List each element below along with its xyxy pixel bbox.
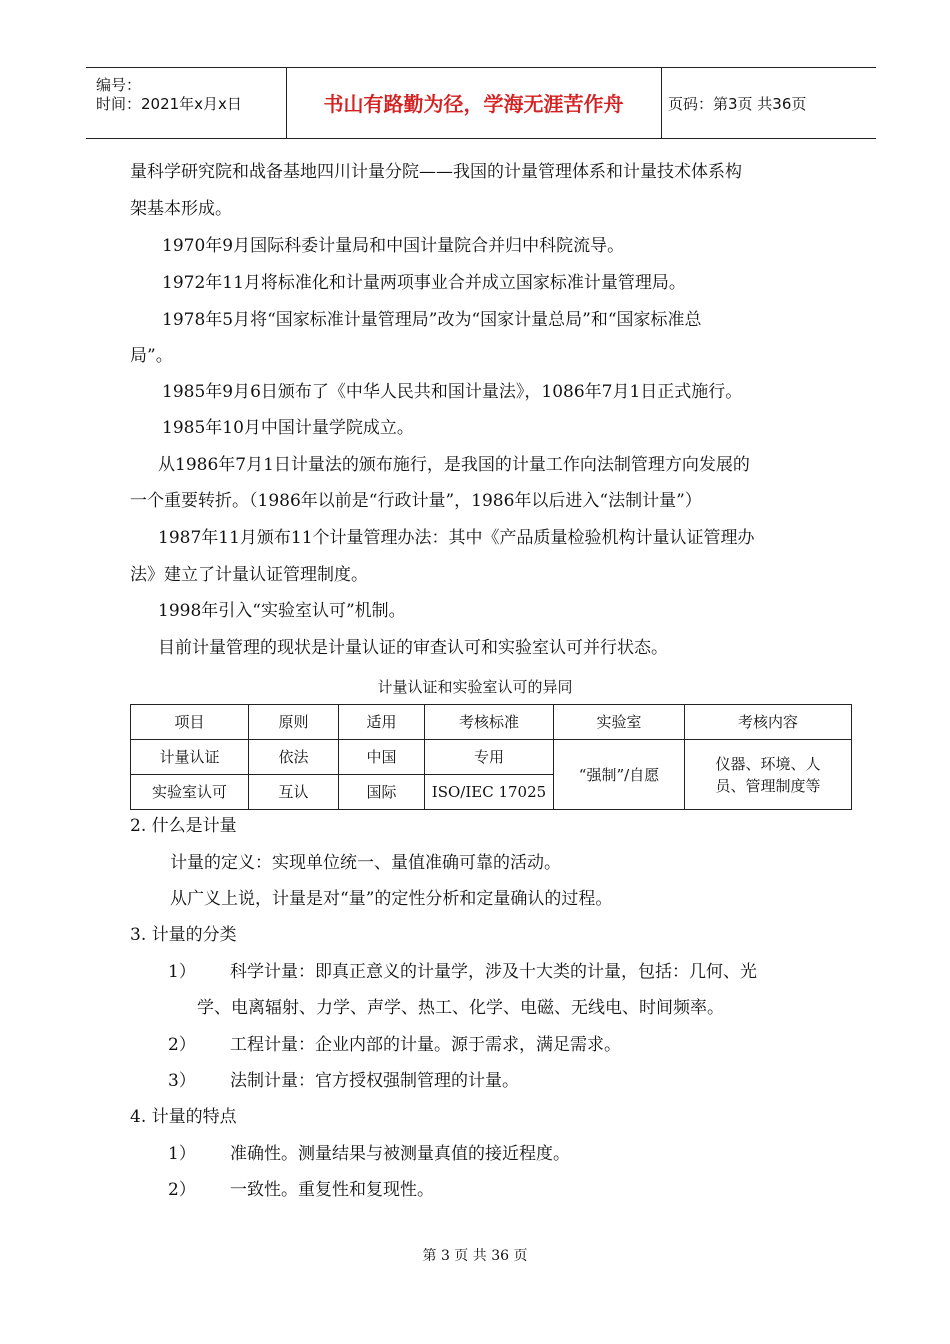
serial-label: 编号： xyxy=(96,76,142,94)
list-item-number: 1） xyxy=(168,962,196,982)
section-2-text: 计量的定义：实现单位统一、量值准确可靠的活动。 xyxy=(170,853,561,873)
list-item-number: 2） xyxy=(168,1180,196,1200)
list-item-text: 一致性。重复性和复现性。 xyxy=(230,1180,434,1200)
list-item-number: 1） xyxy=(168,1144,196,1164)
table-header-cell: 考核标准 xyxy=(425,705,554,740)
table-header-cell: 原则 xyxy=(249,705,339,740)
table-cell: 中国 xyxy=(339,740,425,775)
body-line: 法》建立了计量认证管理制度。 xyxy=(130,565,368,585)
body-line: 一个重要转折。（1986年以前是“行政计量”，1986年以后进入“法制计量”） xyxy=(130,491,702,511)
list-item-text: 学、电离辐射、力学、声学、热工、化学、电磁、无线电、时间频率。 xyxy=(197,998,724,1018)
body-line: 1970年9月国际科委计量局和中国计量院合并归中科院流导。 xyxy=(162,236,625,256)
section-2-heading: 2. 什么是计量 xyxy=(130,816,237,836)
body-line: 量科学研究院和战备基地四川计量分院——我国的计量管理体系和计量技术体系构 xyxy=(130,162,742,182)
table-cell: 互认 xyxy=(249,775,339,810)
body-line: 目前计量管理的现状是计量认证的审查认可和实验室认可并行状态。 xyxy=(158,638,668,658)
body-line: 架基本形成。 xyxy=(130,199,232,219)
section-2-text: 从广义上说，计量是对“量”的定性分析和定量确认的过程。 xyxy=(170,889,613,909)
table-row xyxy=(131,740,852,775)
header-meta-cell xyxy=(86,68,286,138)
content-line: 员、管理制度等 xyxy=(715,776,821,795)
body-line: 1998年引入“实验室认可”机制。 xyxy=(158,601,406,621)
list-item-text: 准确性。测量结果与被测量真值的接近程度。 xyxy=(230,1144,570,1164)
section-3-heading: 3. 计量的分类 xyxy=(130,925,237,945)
body-line: 1987年11月颁布11个计量管理办法：其中《产品质量检验机构计量认证管理办 xyxy=(158,528,755,548)
table-header-cell: 项目 xyxy=(131,705,249,740)
table-caption: 计量认证和实验室认可的异同 xyxy=(377,678,573,696)
list-item-number: 3） xyxy=(168,1071,196,1091)
list-item-text: 法制计量：官方授权强制管理的计量。 xyxy=(230,1071,519,1091)
table-header-row xyxy=(131,705,852,740)
body-line: 1985年10月中国计量学院成立。 xyxy=(162,418,414,438)
page-header xyxy=(86,67,876,139)
table-cell: 专用 xyxy=(425,740,554,775)
body-line: 1978年5月将“国家标准计量管理局”改为“国家计量总局”和“国家标准总 xyxy=(162,310,702,330)
header-page-info: 页码：第3页 共36页 xyxy=(668,95,807,113)
table-cell-content-merged xyxy=(685,740,852,810)
table-cell: 国际 xyxy=(339,775,425,810)
table-cell: ISO/IEC 17025 xyxy=(425,775,554,810)
page-footer: 第 3 页 共 36 页 xyxy=(422,1248,528,1264)
body-line: 从1986年7月1日计量法的颁布施行，是我国的计量工作向法制管理方向发展的 xyxy=(158,455,750,475)
list-item-number: 2） xyxy=(168,1035,196,1055)
table-cell-lab-merged: “强制”/自愿 xyxy=(554,740,685,810)
header-motto: 书山有路勤为径，学海无涯苦作舟 xyxy=(323,92,624,116)
list-item-text: 工程计量：企业内部的计量。源于需求，满足需求。 xyxy=(230,1035,621,1055)
table-header-cell: 实验室 xyxy=(554,705,685,740)
content-line: 仪器、环境、人 xyxy=(715,754,821,773)
section-4-heading: 4. 计量的特点 xyxy=(130,1107,237,1127)
body-line: 1972年11月将标准化和计量两项事业合并成立国家标准计量管理局。 xyxy=(162,273,686,293)
time-label: 时间：2021年x月x日 xyxy=(96,95,242,113)
header-divider-2 xyxy=(661,68,662,138)
list-item-text: 科学计量：即真正意义的计量学，涉及十大类的计量，包括：几何、光 xyxy=(230,962,757,982)
body-line: 1985年9月6日颁布了《中华人民共和国计量法》，1086年7月1日正式施行。 xyxy=(162,382,743,402)
table-header-cell: 考核内容 xyxy=(685,705,852,740)
table-cell: 实验室认可 xyxy=(131,775,249,810)
table-header-cell: 适用 xyxy=(339,705,425,740)
table-cell: 依法 xyxy=(249,740,339,775)
comparison-table xyxy=(130,704,852,810)
body-line: 局”。 xyxy=(130,346,173,366)
table-cell: 计量认证 xyxy=(131,740,249,775)
